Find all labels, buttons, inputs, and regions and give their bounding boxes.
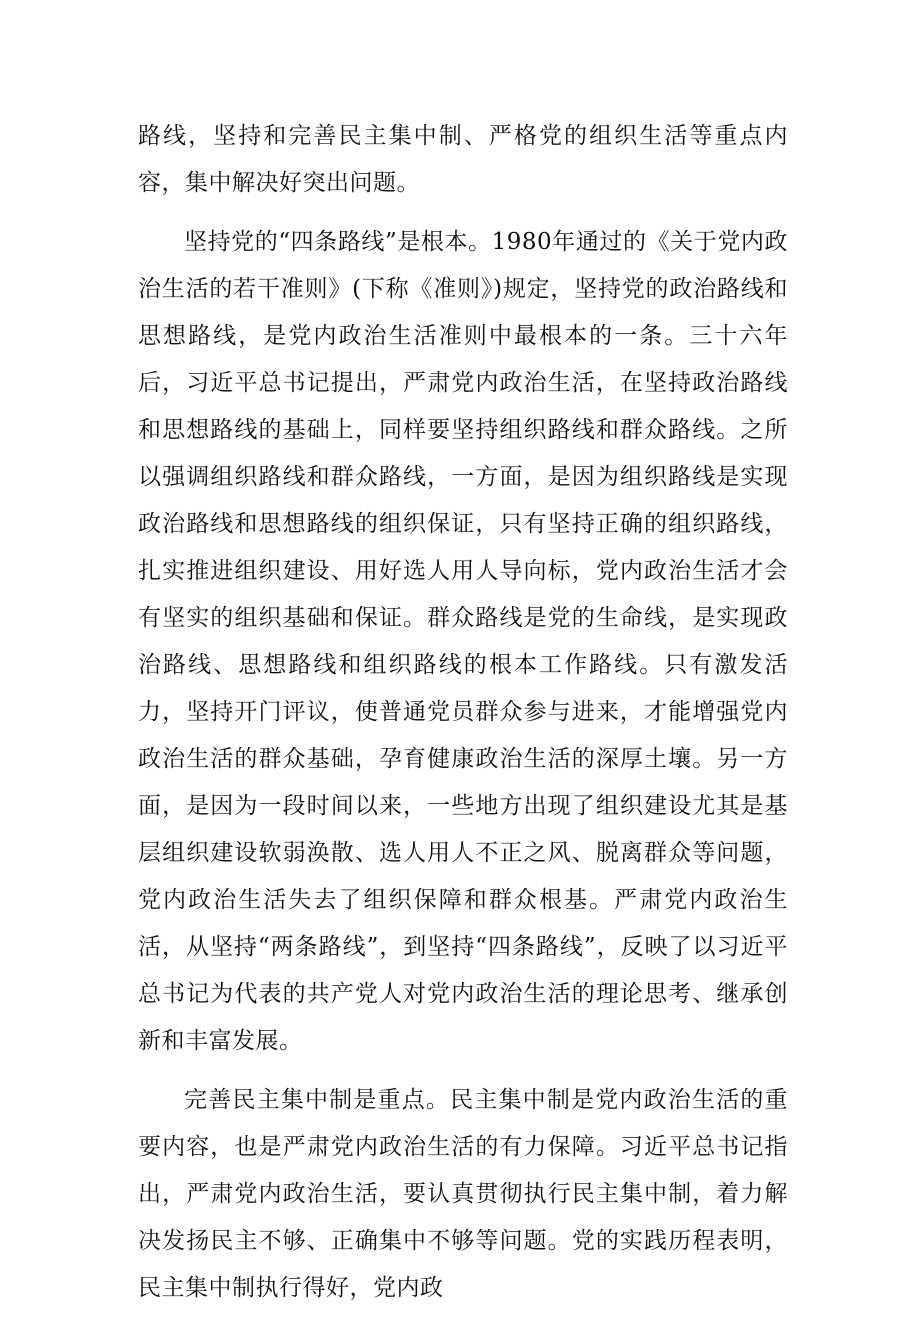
paragraph-continuation: 路线，坚持和完善民主集中制、严格党的组织生活等重点内容，集中解决好突出问题。 (138, 123, 788, 196)
paragraph-four-lines: 坚持党的“四条路线”是根本。1980年通过的《关于党内政治生活的若干准则》(下称《准则》)规定，坚持党的政治路线和思想路线，是党内政治生活准则中最根本的一条。三十六年后，习近平总书记提出，严肃党内政治生活，在坚持政治路线和思想路线的基础上，同样要坚持组织路线和群众路线。之所以强调组织路线和群众路线，一方面，是因为组织路线是实现政治路线和思想路线的组织保证，只有坚持正确的组织路线，扎实推进组织建设、用好选人用人导向标，党内政治生活才会有坚实的组织基础和保证。群众路线是党的生命线，是实现政治路线、思想路线和组织路线的根本工作路线。只有激发活力，坚持开门评议，使普通党员群众参与进来，才能增强党内政治生活的群众基础，孕育健康政治生活的深厚土壤。另一方面，是因为一段时间以来，一些地方出现了组织建设尤其是基层组织建设软弱涣散、选人用人不正之风、脱离群众等问题，党内政治生活失去了组织保障和群众根基。严肃党内政治生活，从坚持“两条路线”，到坚持“四条路线”，反映了以习近平总书记为代表的共产党人对党内政治生活的理论思考、继承创新和丰富发展。 (138, 229, 788, 1054)
document-body (138, 113, 788, 1324)
paragraph-democratic-centralism: 完善民主集中制是重点。民主集中制是党内政治生活的重要内容，也是严肃党内政治生活的有力保障。习近平总书记指出，严肃党内政治生活，要认真贯彻执行民主集中制，着力解决发扬民主不够、正确集中不够等问题。党的实践历程表明，民主集中制执行得好，党内政 (138, 1087, 788, 1301)
